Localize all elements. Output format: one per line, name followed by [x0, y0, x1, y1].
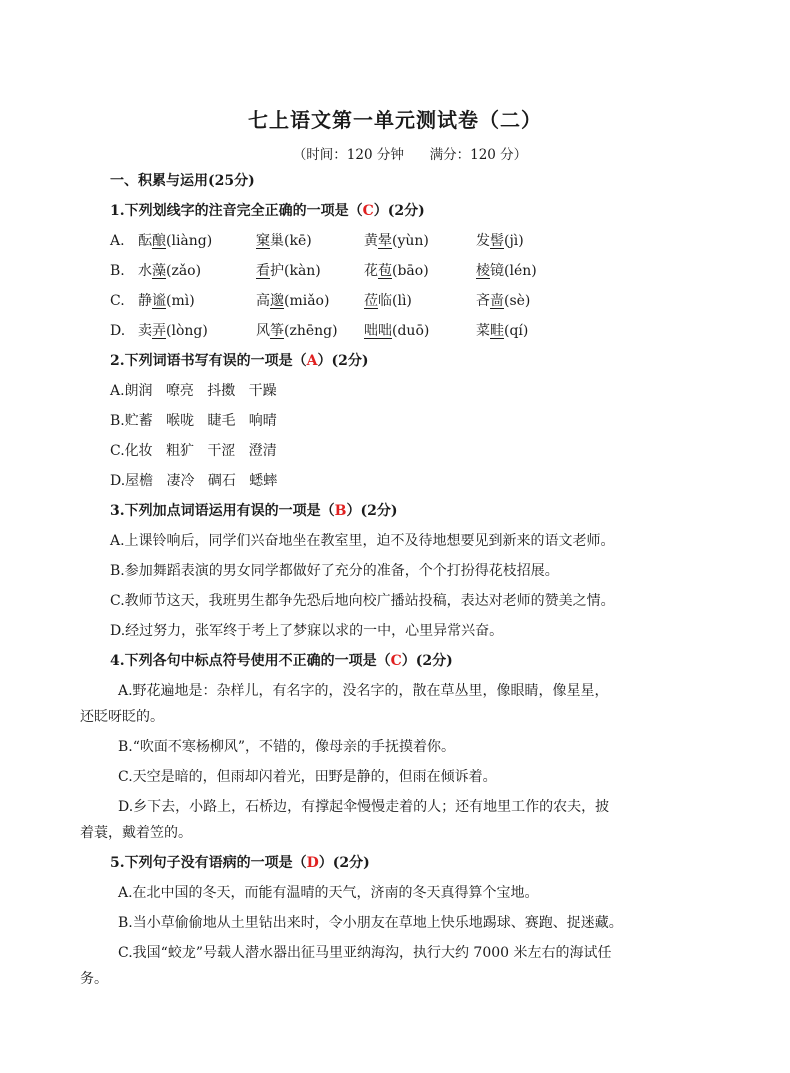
page-title: 七上语文第一单元测试卷（二） [248, 108, 542, 132]
underlined-char: 藻 [152, 263, 166, 279]
underlined-char: 咄咄 [364, 323, 392, 339]
question-2-answer: A [306, 353, 318, 369]
option-letter: C. [110, 293, 125, 309]
question-4-option-b: B.“吹面不寒杨柳风”，不错的，像母亲的手抚摸着你。 [118, 739, 456, 755]
page-subtitle: （时间：120 分钟 满分：120 分） [292, 147, 528, 163]
underlined-char: 窠 [256, 233, 270, 249]
question-4-answer: C [390, 653, 402, 669]
underlined-char: 筝 [270, 323, 284, 339]
question-3-stem-suffix: ）(2分) [346, 503, 398, 519]
question-5-option-a: A.在北中国的冬天，而能有温晴的天气，济南的冬天真得算个宝地。 [118, 885, 539, 901]
pinyin: (jì) [504, 233, 524, 249]
word-text: 水 [138, 263, 152, 279]
underlined-char: 啬 [490, 293, 504, 309]
question-2-stem-suffix: ）(2分) [317, 353, 369, 369]
section-heading-1: 一、积累与运用(25分) [110, 173, 255, 189]
question-4-option-d-cont: 着蓑，戴着笠的。 [80, 825, 192, 841]
question-2-option-b: B.贮蓄 喉咙 睫毛 响晴 [110, 413, 277, 429]
question-1-option-d [110, 320, 528, 340]
question-2-stem [110, 350, 369, 370]
underlined-char: 棱 [476, 263, 490, 279]
underlined-char: 晕 [378, 233, 392, 249]
option-letter: B. [110, 263, 125, 279]
question-1-answer: C [362, 203, 374, 219]
word-text: 卖 [138, 323, 152, 339]
question-4-option-a-cont: 还眨呀眨的。 [80, 709, 164, 725]
word-text: 巢 [270, 233, 284, 249]
question-5-option-c: C.我国“蛟龙”号载人潜水器出征马里亚纳海沟，执行大约 7000 米左右的海试任 [118, 945, 612, 961]
pinyin: (bāo) [392, 263, 429, 279]
question-5-stem-suffix: ）(2分) [318, 855, 370, 871]
pinyin: (lì) [392, 293, 412, 309]
question-1-option-b [110, 260, 537, 280]
underlined-char: 苞 [378, 263, 392, 279]
underlined-char: 莅 [364, 293, 378, 309]
word-text: 静 [138, 293, 152, 309]
word-text: 风 [256, 323, 270, 339]
pinyin: (lòng) [166, 323, 208, 339]
question-3-stem-prefix: 3.下列加点词语运用有误的一项是（ [110, 503, 335, 519]
pinyin: (mì) [166, 293, 195, 309]
pinyin: (sè) [504, 293, 531, 309]
question-2-option-c: C.化妆 粗犷 干涩 澄清 [110, 443, 277, 459]
word-text: 高 [256, 293, 270, 309]
word-text: 菜 [476, 323, 490, 339]
question-3-option-d: D.经过努力，张军终于考上了梦寐以求的一中，心里异常兴奋。 [110, 623, 504, 639]
question-4-option-c: C.天空是暗的，但雨却闪着光，田野是静的，但雨在倾诉着。 [118, 769, 497, 785]
question-1-option-c [110, 290, 530, 310]
pinyin: (kē) [284, 233, 312, 249]
pinyin: (lén) [504, 263, 537, 279]
pinyin: (duō) [392, 323, 430, 339]
option-letter: D. [110, 323, 126, 339]
option-letter: A. [110, 233, 125, 249]
question-1-option-a [110, 230, 524, 250]
question-4-stem-suffix: ）(2分) [401, 653, 453, 669]
word-text: 酝 [138, 233, 152, 249]
underlined-char: 邈 [270, 293, 284, 309]
question-4-option-d: D.乡下去，小路上，石桥边，有撑起伞慢慢走着的人；还有地里工作的农夫，披 [118, 799, 610, 815]
pinyin: (qí) [504, 323, 529, 339]
question-3-option-c: C.教师节这天，我班男生都争先恐后地向校广播站投稿，表达对老师的赞美之情。 [110, 593, 615, 609]
word-text: 吝 [476, 293, 490, 309]
word-text: 发 [476, 233, 490, 249]
question-5-stem [110, 852, 370, 872]
question-2-stem-prefix: 2.下列词语书写有误的一项是（ [110, 353, 307, 369]
underlined-char: 畦 [490, 323, 504, 339]
question-1-stem-prefix: 1.下列划线字的注音完全正确的一项是（ [110, 203, 363, 219]
question-4-option-a: A.野花遍地是：杂样儿，有名字的，没名字的，散在草丛里，像眼睛，像星星， [118, 683, 609, 699]
pinyin: (miǎo) [284, 293, 330, 309]
pinyin: (kàn) [284, 263, 321, 279]
underlined-char: 弄 [152, 323, 166, 339]
pinyin: (yùn) [392, 233, 429, 249]
word-text: 临 [378, 293, 392, 309]
underlined-char: 酿 [152, 233, 166, 249]
pinyin: (liàng) [166, 233, 213, 249]
underlined-char: 看 [256, 263, 270, 279]
question-3-stem [110, 500, 397, 520]
question-2-option-a: A.朗润 嘹亮 抖擞 干躁 [110, 383, 277, 399]
underlined-char: 谧 [152, 293, 166, 309]
word-text: 黄 [364, 233, 378, 249]
word-text: 花 [364, 263, 378, 279]
word-text: 护 [270, 263, 284, 279]
question-1-stem [110, 200, 425, 220]
pinyin: (zhēng) [284, 323, 338, 339]
question-2-option-d: D.屋檐 凄冷 碉石 蟋蟀 [110, 473, 278, 489]
pinyin: (zǎo) [166, 263, 202, 279]
word-text: 镜 [490, 263, 504, 279]
question-5-option-c-cont: 务。 [80, 971, 108, 987]
question-5-stem-prefix: 5.下列句子没有语病的一项是（ [110, 855, 307, 871]
question-3-answer: B [334, 503, 347, 519]
underlined-char: 髻 [490, 233, 504, 249]
question-5-option-b: B.当小草偷偷地从土里钻出来时，令小朋友在草地上快乐地踢球、赛跑、捉迷藏。 [118, 915, 623, 931]
question-1-stem-suffix: ）(2分) [373, 203, 425, 219]
question-4-stem-prefix: 4.下列各句中标点符号使用不正确的一项是（ [110, 653, 391, 669]
question-5-answer: D [306, 855, 319, 871]
question-3-option-a: A.上课铃响后，同学们兴奋地坐在教室里，迫不及待地想要见到新来的语文老师。 [110, 533, 615, 549]
question-3-option-b: B.参加舞蹈表演的男女同学都做好了充分的准备，个个打扮得花枝招展。 [110, 563, 559, 579]
question-4-stem [110, 650, 453, 670]
